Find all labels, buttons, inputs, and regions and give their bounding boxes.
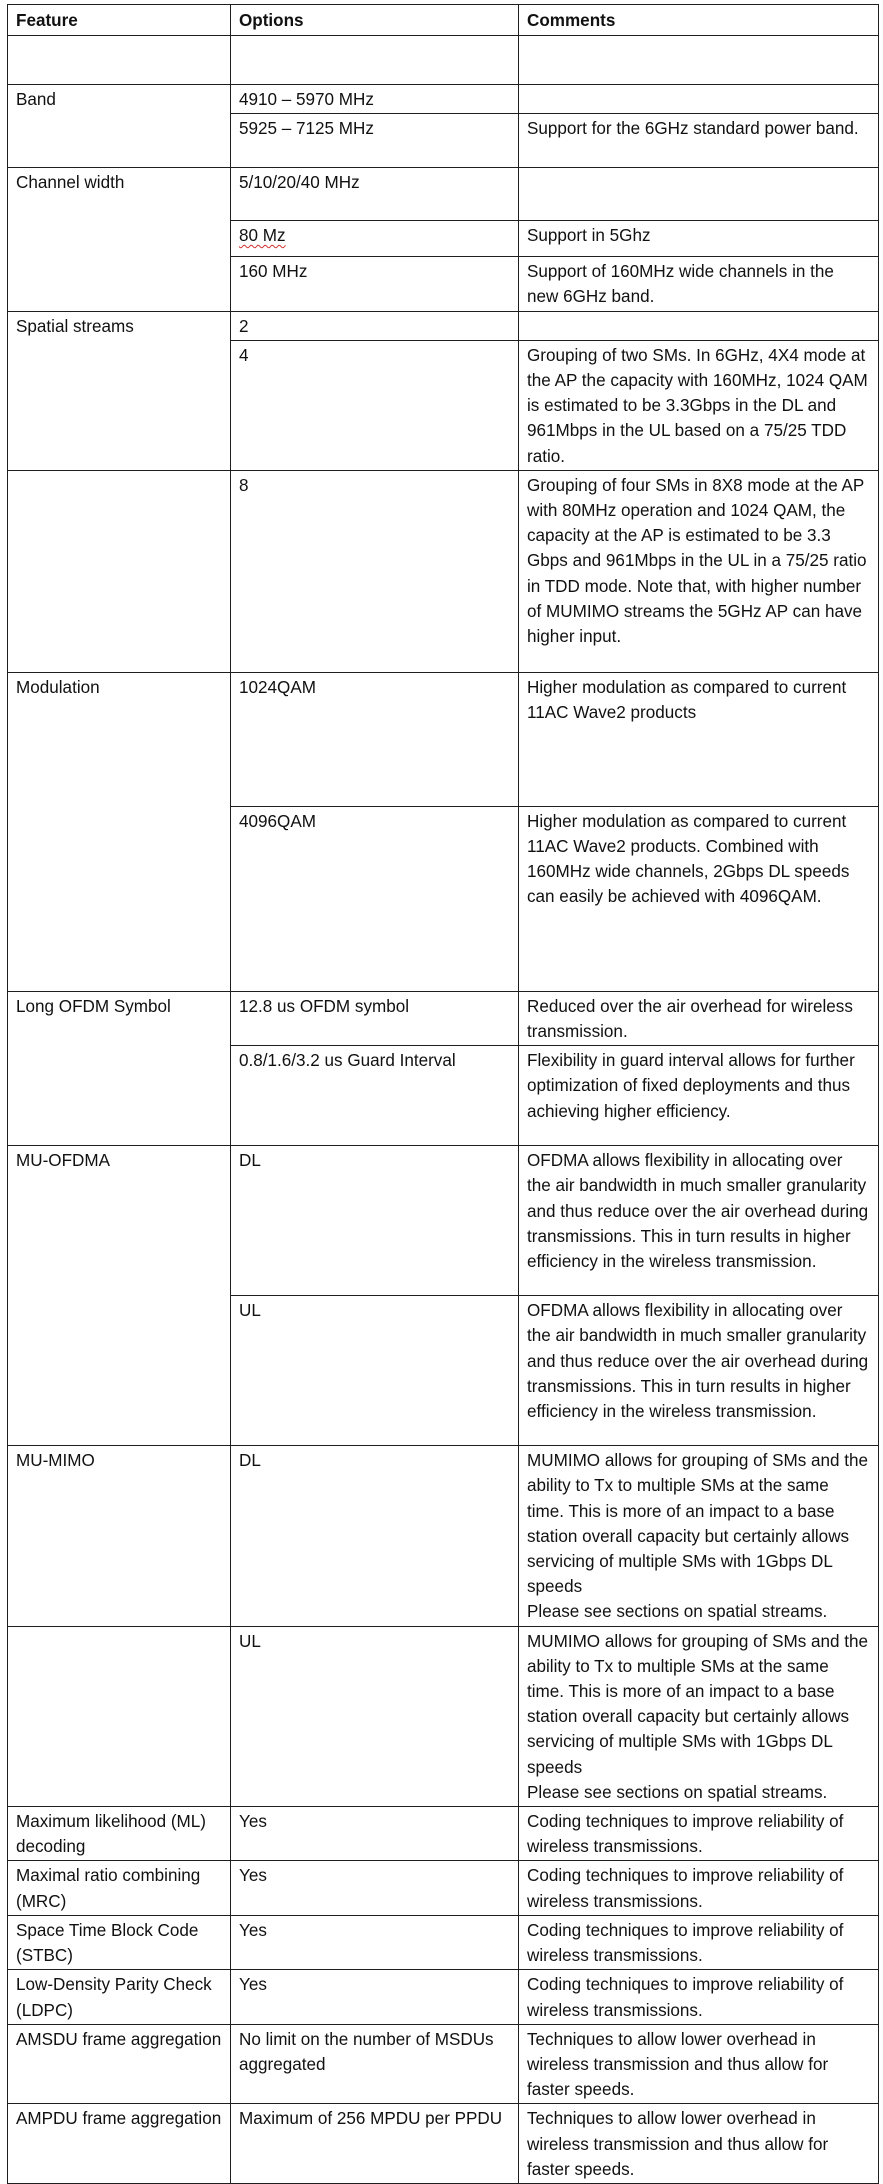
table-row	[8, 1807, 879, 1861]
option-cell: Yes	[231, 1861, 519, 1915]
option-cell: Maximum of 256 MPDU per PPDU	[231, 2104, 519, 2184]
table-header	[8, 5, 879, 36]
table-row	[8, 470, 879, 672]
comment-cell: Techniques to allow lower overhead in wireless transmission and thus allow for faster speeds.	[519, 2104, 879, 2184]
feature-cell	[8, 36, 231, 85]
comment-cell: Support in 5Ghz	[519, 221, 879, 257]
feature-cell: MU-OFDMA	[8, 1146, 231, 1296]
feature-cell: MU-MIMO	[8, 1446, 231, 1626]
column-header-comments: Comments	[519, 5, 879, 36]
table-row	[8, 1296, 879, 1446]
feature-cell	[8, 114, 231, 168]
comment-cell	[519, 36, 879, 85]
feature-cell: AMSDU frame aggregation	[8, 2024, 231, 2104]
comment-cell: Support for the 6GHz standard power band.	[519, 114, 879, 168]
table-row	[8, 36, 879, 85]
option-cell: 4	[231, 340, 519, 470]
option-cell: 5/10/20/40 MHz	[231, 168, 519, 221]
table-row	[8, 1446, 879, 1626]
feature-cell	[8, 806, 231, 991]
option-cell: Yes	[231, 1807, 519, 1861]
option-cell: 1024QAM	[231, 672, 519, 806]
table-row	[8, 991, 879, 1045]
feature-cell: Low-Density Parity Check (LDPC)	[8, 1970, 231, 2024]
table-row	[8, 221, 879, 257]
feature-cell: AMPDU frame aggregation	[8, 2104, 231, 2184]
feature-table	[7, 4, 879, 2184]
option-cell	[231, 36, 519, 85]
option-cell: DL	[231, 1446, 519, 1626]
feature-cell	[8, 340, 231, 470]
header-row	[8, 5, 879, 36]
feature-cell	[8, 1296, 231, 1446]
comment-cell: Flexibility in guard interval allows for further optimization of fixed deployments and thus achieving higher efficiency.	[519, 1046, 879, 1146]
table-row	[8, 85, 879, 114]
option-cell: DL	[231, 1146, 519, 1296]
comment-cell: MUMIMO allows for grouping of SMs and the ability to Tx to multiple SMs at the same time. This is more of an impact to a base station overall capacity but certainly allows servicing of multiple SMs with 1Gbps DL speeds Please see sections on spatial streams.	[519, 1626, 879, 1806]
comment-cell: Techniques to allow lower overhead in wireless transmission and thus allow for faster speeds.	[519, 2024, 879, 2104]
option-cell: 5925 – 7125 MHz	[231, 114, 519, 168]
comment-cell: Higher modulation as compared to current 11AC Wave2 products	[519, 672, 879, 806]
comment-cell: OFDMA allows flexibility in allocating over the air bandwidth in much smaller granularity and thus reduce over the air overhead during transmissions. This in turn results in higher efficiency in the wireless transmission.	[519, 1146, 879, 1296]
spelling-underlined-option: 80 Mz	[239, 226, 286, 246]
table-row	[8, 1915, 879, 1969]
table-row	[8, 1046, 879, 1146]
feature-cell: Long OFDM Symbol	[8, 991, 231, 1045]
table-row	[8, 1146, 879, 1296]
option-cell: 12.8 us OFDM symbol	[231, 991, 519, 1045]
option-cell: No limit on the number of MSDUs aggregated	[231, 2024, 519, 2104]
option-cell: 160 MHz	[231, 257, 519, 311]
option-cell: UL	[231, 1296, 519, 1446]
feature-cell	[8, 1046, 231, 1146]
comment-cell: Coding techniques to improve reliability of wireless transmissions.	[519, 1915, 879, 1969]
feature-cell	[8, 470, 231, 672]
feature-cell: Maximal ratio combining (MRC)	[8, 1861, 231, 1915]
option-cell: 4910 – 5970 MHz	[231, 85, 519, 114]
table-row	[8, 806, 879, 991]
feature-cell: Space Time Block Code (STBC)	[8, 1915, 231, 1969]
feature-cell	[8, 221, 231, 257]
option-cell: 8	[231, 470, 519, 672]
table-row	[8, 1970, 879, 2024]
table-row	[8, 311, 879, 340]
option-cell: Yes	[231, 1970, 519, 2024]
feature-cell: Modulation	[8, 672, 231, 806]
table-row	[8, 257, 879, 311]
comment-cell	[519, 85, 879, 114]
comment-cell: Coding techniques to improve reliability of wireless transmissions.	[519, 1861, 879, 1915]
table-row	[8, 168, 879, 221]
feature-cell: Band	[8, 85, 231, 114]
comment-cell: MUMIMO allows for grouping of SMs and the ability to Tx to multiple SMs at the same time. This is more of an impact to a base station overall capacity but certainly allows servicing of multiple SMs with 1Gbps DL speeds Please see sections on spatial streams.	[519, 1446, 879, 1626]
comment-cell: Grouping of four SMs in 8X8 mode at the AP with 80MHz operation and 1024 QAM, the capacity at the AP is estimated to be 3.3 Gbps and 961Mbps in the UL in a 75/25 ratio in TDD mode. Note that, with higher number of MUMIMO streams the 5GHz AP can have higher input.	[519, 470, 879, 672]
option-cell: 4096QAM	[231, 806, 519, 991]
feature-cell	[8, 1626, 231, 1806]
option-cell	[231, 221, 519, 257]
comment-cell: OFDMA allows flexibility in allocating over the air bandwidth in much smaller granularity and thus reduce over the air overhead during transmissions. This in turn results in higher efficiency in the wireless transmission.	[519, 1296, 879, 1446]
column-header-feature: Feature	[8, 5, 231, 36]
table-row	[8, 1861, 879, 1915]
comment-cell	[519, 311, 879, 340]
column-header-options: Options	[231, 5, 519, 36]
table-row	[8, 672, 879, 806]
option-cell: Yes	[231, 1915, 519, 1969]
comment-cell	[519, 168, 879, 221]
table-row	[8, 2024, 879, 2104]
feature-cell: Maximum likelihood (ML) decoding	[8, 1807, 231, 1861]
option-cell: UL	[231, 1626, 519, 1806]
feature-cell	[8, 257, 231, 311]
option-cell: 2	[231, 311, 519, 340]
comment-cell: Support of 160MHz wide channels in the new 6GHz band.	[519, 257, 879, 311]
feature-cell: Spatial streams	[8, 311, 231, 340]
comment-cell: Higher modulation as compared to current 11AC Wave2 products. Combined with 160MHz wide channels, 2Gbps DL speeds can easily be achieved with 4096QAM.	[519, 806, 879, 991]
feature-cell: Channel width	[8, 168, 231, 221]
feature-table-container	[7, 4, 878, 2184]
table-row	[8, 340, 879, 470]
table-row	[8, 1626, 879, 1806]
comment-cell: Reduced over the air overhead for wireless transmission.	[519, 991, 879, 1045]
table-row	[8, 2104, 879, 2184]
comment-cell: Grouping of two SMs. In 6GHz, 4X4 mode at the AP the capacity with 160MHz, 1024 QAM is estimated to be 3.3Gbps in the DL and 961Mbps in the UL based on a 75/25 TDD ratio.	[519, 340, 879, 470]
option-cell: 0.8/1.6/3.2 us Guard Interval	[231, 1046, 519, 1146]
comment-cell: Coding techniques to improve reliability of wireless transmissions.	[519, 1970, 879, 2024]
comment-cell: Coding techniques to improve reliability of wireless transmissions.	[519, 1807, 879, 1861]
table-body	[8, 36, 879, 2184]
table-row	[8, 114, 879, 168]
